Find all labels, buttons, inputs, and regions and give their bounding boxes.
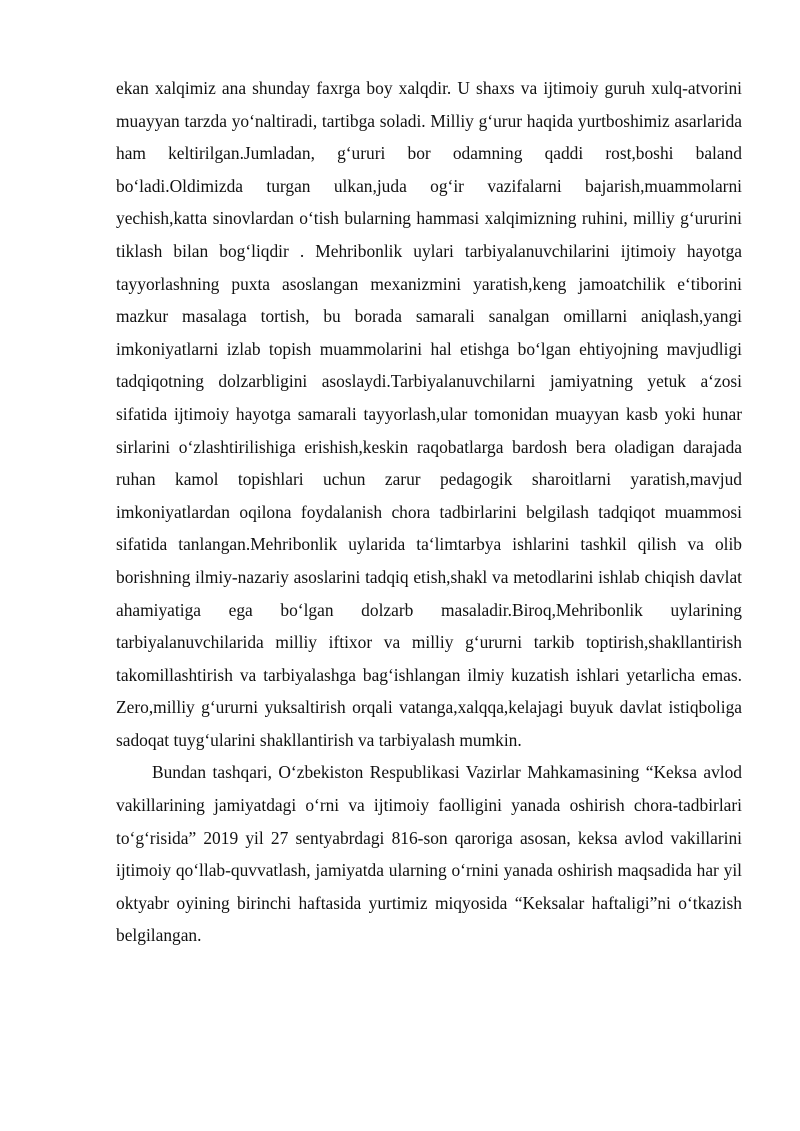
document-page [116, 72, 742, 952]
body-paragraph-continued: ekan xalqimiz ana shunday faxrga boy xalqdir. U shaxs va ijtimoiy guruh xulq-atvorini muayyan tarzda yo‘naltiradi, tartibga soladi. Milliy g‘urur haqida yurtboshimiz asarlarida ham keltirilgan.Jumladan, g‘ururi bor odamning qaddi rost,boshi baland bo‘ladi.Oldimizda turgan ulkan,juda og‘ir vazifalarni bajarish,muammolarni yechish,katta sinovlardan o‘tish bularning hammasi xalqimizning ruhini, milliy g‘ururini tiklash bilan bog‘liqdir . Mehribonlik uylari tarbiyalanuvchilarini ijtimoiy hayotga tayyorlashning puxta asoslangan mexanizmini yaratish,keng jamoatchilik e‘tiborini mazkur masalaga tortish, bu borada samarali sanalgan omillarni aniqlash,yangi imkoniyatlarni izlab topish muammolarini hal etishga bo‘lgan ehtiyojning mavjudligi tadqiqotning dolzarbligini asoslaydi.Tarbiyalanuvchilarni jamiyatning yetuk a‘zosi sifatida ijtimoiy hayotga samarali tayyorlash,ular tomonidan muayyan kasb yoki hunar sirlarini o‘zlashtirilishiga erishish,keskin raqobatlarga bardosh bera oladigan darajada ruhan kamol topishlari uchun zarur pedagogik sharoitlarni yaratish,mavjud imkoniyatlardan oqilona foydalanish chora tadbirlarini belgilash tadqiqot muammosi sifatida tanlangan.Mehribonlik uylarida ta‘limtarbya ishlarini tashkil qilish va olib borishning ilmiy-nazariy asoslarini tadqiq etish,shakl va metodlarini ishlab chiqish davlat ahamiyatiga ega bo‘lgan dolzarb masaladir.Biroq,Mehribonlik uylarining tarbiyalanuvchilarida milliy iftixor va milliy g‘ururni tarkib toptirish,shakllantirish takomillashtirish va tarbiyalashga bag‘ishlangan ilmiy kuzatish ishlari yetarlicha emas. Zero,milliy g‘ururni yuksaltirish orqali vatanga,xalqqa,kelajagi buyuk davlat istiqboliga sadoqat tuyg‘ularini shakllantirish va tarbiyalash mumkin. [116, 78, 742, 750]
body-paragraph: Bundan tashqari, O‘zbekiston Respublikasi Vazirlar Mahkamasining “Keksa avlod vakillarining jamiyatdagi o‘rni va ijtimoiy faolligini yanada oshirish chora-tadbirlari to‘g‘risida” 2019 yil 27 sentyabrdagi 816-son qaroriga asosan, keksa avlod vakillarini ijtimoiy qo‘llab-quvvatlash, jamiyatda ularning o‘rnini yanada oshirish maqsadida har yil oktyabr oyining birinchi haftasida yurtimiz miqyosida “Keksalar haftaligi”ni o‘tkazish belgilangan. [116, 762, 742, 946]
